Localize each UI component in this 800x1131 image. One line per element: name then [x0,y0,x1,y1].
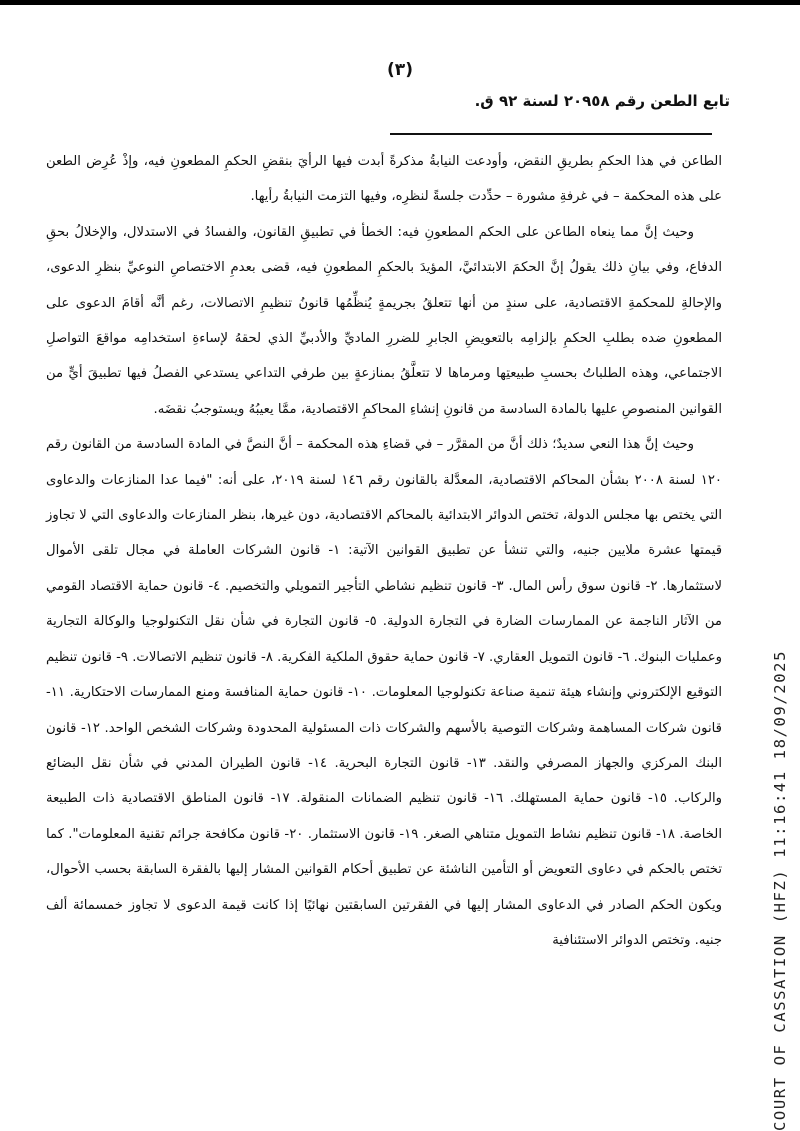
page-number: (٣) [387,60,413,80]
paragraph-grounds-of-appeal: وحيث إنَّ مما ينعاه الطاعن على الحكم المطعونِ فيه: الخطأ في تطبيقِ القانون، والفسادُ في الاستدلال، والإخلالُ بحقِ الدفاع، وفي بيانِ ذلك يقولُ إنَّ الحكمَ الابتدائيَّ، المؤيدَ بالحكمِ المطعونِ فيه، قضى بعدمِ الاختصاصِ النوعيِّ بنظرِ الدعوى، والإحالةِ للمحكمةِ الاقتصادية، على سندٍ من أنها تتعلقُ بجريمةٍ يُنظِّمُها قانونُ تنظيمِ الاتصالات، رغم أنَّه أقامَ الدعوى على المطعونِ ضده بطلبِ الحكمِ بإلزامِه بالتعويضِ الجابرِ للضررِ الماديِّ والأدبيِّ الذي لحقهُ لإساءةِ استخدامِه مواقعَ التواصلِ الاجتماعي، وهذه الطلباتُ بحسبِ طبيعتِها ومرماها لا تتعلَّقُ بمنازعةٍ بين طرفي التداعي يستدعي الفصلُ فيها تطبيقَ أيٍّ من القوانين المنصوصِ عليها بالمادة السادسة من قانونِ إنشاءِ المحاكمِ الاقتصادية، ممَّا يعيبُهُ ويستوجبُ نقضَه. [46,224,722,417]
paragraph-submission: الطاعن في هذا الحكمِ بطريقِ النقض، وأودعت النيابةُ مذكرةً أبدت فيها الرأيَ بنقضِ الحكمِ المطعونِ فيه، وإذْ عُرِض الطعن على هذه المحكمة – في غرفةِ مشورة – حدِّدت جلسةً لنظرِه، وفيها التزمت النيابةُ رأيها. [46,154,722,205]
scan-top-border [0,0,800,5]
court-timestamp-stamp: COURT OF CASSATION (HFZ) 11:16:41 18/09/2025 [771,650,789,1131]
header-underline [390,133,712,135]
document-body [46,144,722,958]
paragraph-court-reasoning: وحيث إنَّ هذا النعي سديدٌ؛ ذلك أنَّ من المقرَّر – في قضاءِ هذه المحكمة – أنَّ النصَّ في المادة السادسة من القانون رقم ١٢٠ لسنة ٢٠٠٨ بشأن المحاكم الاقتصادية، المعدَّلة بالقانون رقم ١٤٦ لسنة ٢٠١٩، على أنه: "فيما عدا المنازعات والدعاوى التي يختص بها مجلس الدولة، تختص الدوائر الابتدائية بالمحاكم الاقتصادية، دون غيرها، بنظر المنازعات والدعاوى التي لا تجاوز قيمتها عشرة ملايين جنيه، والتي تنشأ عن تطبيق القوانين الآتية: ١- قانون الشركات العاملة في مجال تلقى الأموال لاستثمارها. ٢- قانون سوق رأس المال. ٣- قانون تنظيم نشاطي التأجير التمويلي والتخصيم. ٤- قانون حماية الاقتصاد القومي من الآثار الناجمة عن الممارسات الضارة في التجارة الدولية. ٥- قانون التجارة في شأن نقل التكنولوجيا والوكالة التجارية وعمليات البنوك. ٦- قانون التمويل العقاري. ٧- قانون حماية حقوق الملكية الفكرية. ٨- قانون تنظيم الاتصالات. ٩- قانون تنظيم التوقيع الإلكتروني وإنشاء هيئة تنمية صناعة تكنولوجيا المعلومات. ١٠- قانون حماية المنافسة ومنع الممارسات الاحتكارية. ١١- قانون شركات المساهمة وشركات التوصية بالأسهم والشركات ذات المسئولية المحدودة وشركات الشخص الواحد. ١٢- قانون البنك المركزي والجهاز المصرفي والنقد. ١٣- قانون التجارة البحرية. ١٤- قانون الطيران المدني في شأن نقل البضائع والركاب. ١٥- قانون حماية المستهلك. ١٦- قانون تنظيم الضمانات المنقولة. ١٧- قانون المناطق الاقتصادية ذات الطبيعة الخاصة. ١٨- قانون تنظيم نشاط التمويل متناهي الصغر. ١٩- قانون الاستثمار. ٢٠- قانون مكافحة جرائم تقنية المعلومات". كما تختص بالحكم في دعاوى التعويض أو التأمين الناشئة عن تطبيق أحكام القوانين المشار إليها بالفقرة السابقة بحسب الأحوال، ويكون الحكم الصادر في الدعاوى المشار إليها في الفقرتين السابقتين نهائيًا إذا كانت قيمة الدعوى لا تجاوز خمسمائة ألف جنيه. وتختص الدوائر الاستئنافية [46,437,723,948]
case-header: تابع الطعن رقم ٢٠٩٥٨ لسنة ٩٢ ق. [474,92,730,110]
